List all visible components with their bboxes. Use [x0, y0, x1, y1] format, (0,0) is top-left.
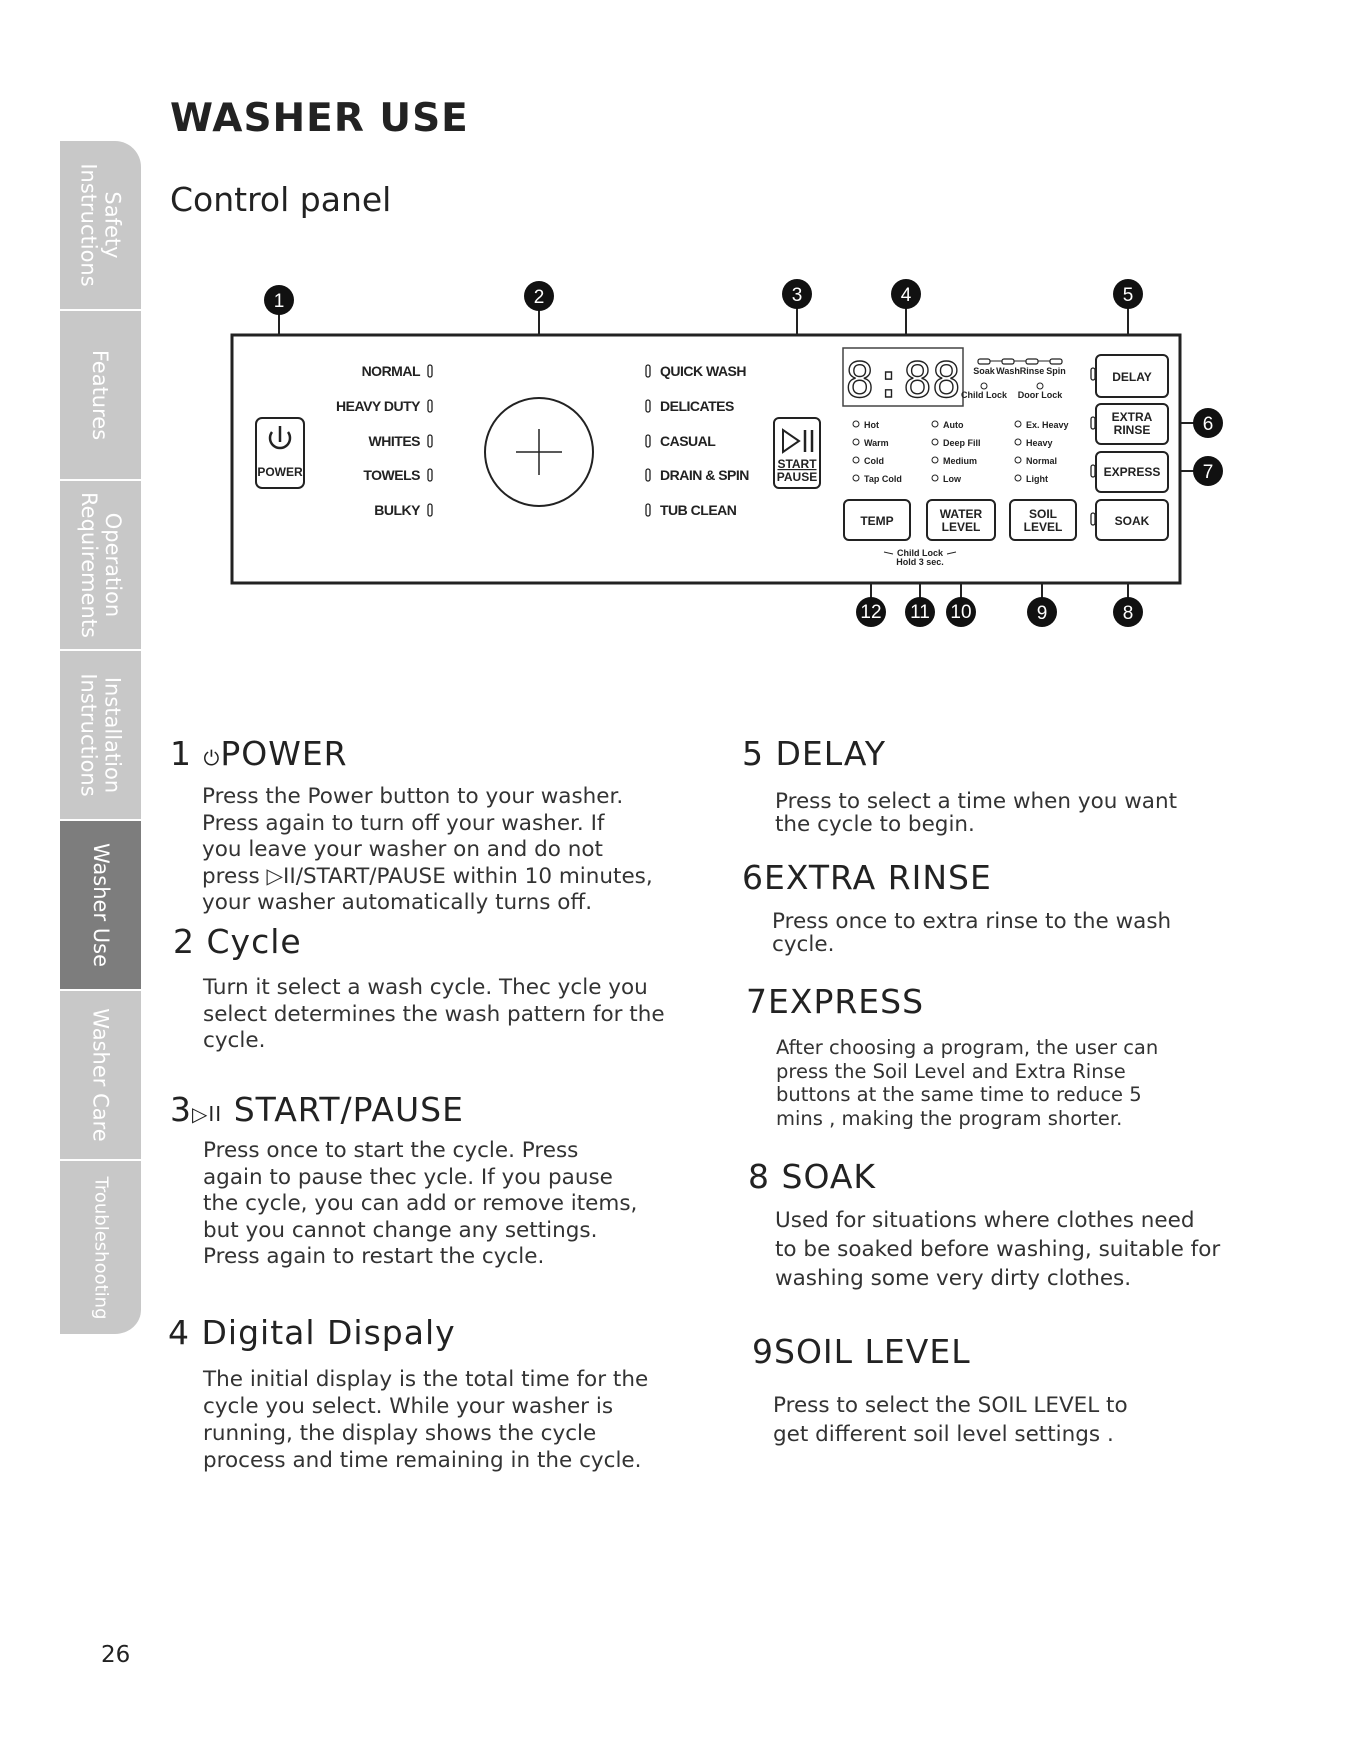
callout-5: [1113, 279, 1143, 309]
tab-troubleshooting[interactable]: Troubleshooting: [60, 1161, 141, 1336]
svg-text:11: 11: [910, 602, 930, 623]
tab-operation-requirements[interactable]: Operation Requirements: [60, 481, 141, 651]
svg-text:Hold 3 sec.: Hold 3 sec.: [896, 557, 944, 567]
svg-text:Spin: Spin: [1046, 366, 1066, 376]
soil-level-button[interactable]: [1010, 500, 1076, 540]
callout-3: [782, 279, 812, 309]
svg-text:TUB CLEAN: TUB CLEAN: [660, 502, 737, 518]
power-button[interactable]: [256, 418, 304, 488]
svg-text:5: 5: [1122, 285, 1134, 306]
delay-button[interactable]: [1096, 355, 1168, 397]
callout-2: [524, 281, 554, 311]
svg-text:SOAK: SOAK: [1114, 514, 1150, 528]
section-heading-express: 7EXPRESS: [746, 982, 925, 1021]
tab-installation-instructions[interactable]: Installation Instructions: [60, 651, 141, 821]
page-number: 26: [101, 1642, 131, 1668]
svg-text:RINSE: RINSE: [1113, 423, 1151, 437]
tab-washer-care[interactable]: Washer Care: [60, 991, 141, 1161]
svg-text:Tap Cold: Tap Cold: [864, 474, 902, 484]
callout-12: [856, 597, 886, 627]
svg-text:Door Lock: Door Lock: [1017, 390, 1063, 400]
callout-6: [1193, 408, 1223, 438]
svg-text:QUICK WASH: QUICK WASH: [660, 363, 746, 379]
page-title: WASHER USE: [170, 96, 469, 141]
svg-text:Warm: Warm: [864, 438, 889, 448]
svg-text:DELICATES: DELICATES: [660, 398, 734, 414]
svg-text:TOWELS: TOWELS: [363, 467, 420, 483]
callout-4: [891, 279, 921, 309]
water-level-button[interactable]: [927, 500, 995, 540]
svg-text:POWER: POWER: [257, 465, 303, 479]
svg-text:WATER: WATER: [939, 507, 983, 521]
section-text-delay: Press to select a time when you want the cycle to begin.: [775, 789, 1178, 837]
section-text-digital-display: The initial display is the total time for the cycle you select. While your washer is running, the display shows the cycle process and time remaining in the cycle.: [203, 1367, 649, 1473]
svg-text:TEMP: TEMP: [860, 514, 894, 528]
svg-text:Rinse: Rinse: [1019, 366, 1045, 376]
temp-button[interactable]: [844, 500, 910, 540]
svg-text:Low: Low: [943, 474, 961, 484]
section-heading-delay: 5 DELAY: [742, 734, 887, 773]
svg-text:Medium: Medium: [943, 456, 978, 466]
soak-button[interactable]: [1096, 500, 1168, 540]
tab-safety-instructions[interactable]: Safety Instructions: [60, 141, 141, 311]
svg-text:DRAIN & SPIN: DRAIN & SPIN: [660, 467, 749, 483]
page-subtitle: Control panel: [170, 180, 392, 219]
start-pause-button[interactable]: [774, 418, 820, 488]
extra-rinse-button[interactable]: [1096, 404, 1168, 444]
svg-text:10: 10: [950, 602, 972, 623]
tab-features[interactable]: Features: [60, 311, 141, 481]
svg-text:START: START: [777, 457, 817, 471]
section-text-power: Press the Power button to your washer. Press again to turn off your washer. If you leave your washer on and do not press ▷II/START/PAUSE within 10 minutes, your washer automatically turns off.: [202, 784, 653, 915]
section-heading-soak: 8 SOAK: [748, 1157, 877, 1196]
svg-text:BULKY: BULKY: [374, 502, 420, 518]
section-heading-cycle: 2 Cycle: [173, 922, 302, 961]
svg-text:Soak: Soak: [973, 366, 995, 376]
svg-text:8: 8: [1122, 603, 1134, 624]
svg-text:Child Lock: Child Lock: [960, 390, 1008, 400]
svg-text:WHITES: WHITES: [368, 433, 420, 449]
svg-text:Deep Fill: Deep Fill: [943, 438, 981, 448]
play-pause-icon: ▷II: [192, 1102, 223, 1126]
svg-text:Cold: Cold: [864, 456, 884, 466]
callout-1: [264, 285, 294, 315]
svg-text:Wash: Wash: [996, 366, 1020, 376]
callout-9: [1027, 597, 1057, 627]
svg-text:EXPRESS: EXPRESS: [1103, 465, 1161, 479]
svg-text:Hot: Hot: [864, 420, 879, 430]
svg-text:DELAY: DELAY: [1112, 370, 1152, 384]
svg-text:8:88: 8:88: [845, 353, 961, 409]
svg-text:HEAVY DUTY: HEAVY DUTY: [336, 398, 420, 414]
callout-8: [1113, 597, 1143, 627]
control-panel-diagram: [0, 0, 1361, 640]
section-text-soil-level: Press to select the SOIL LEVEL to get different soil level settings .: [773, 1393, 1128, 1447]
section-text-extra-rinse: Press once to extra rinse to the wash cycle.: [772, 909, 1172, 957]
section-text-cycle: Turn it select a wash cycle. Thec ycle you select determines the wash pattern for the cycle.: [203, 975, 665, 1053]
svg-text:LEVEL: LEVEL: [941, 520, 981, 534]
svg-text:3: 3: [791, 285, 803, 306]
svg-text:2: 2: [533, 287, 545, 308]
tab-washer-use[interactable]: Washer Use: [60, 821, 141, 991]
svg-text:PAUSE: PAUSE: [776, 470, 818, 484]
section-heading-power: 1 ⏻POWER: [170, 734, 348, 773]
power-icon: ⏻: [203, 746, 221, 770]
svg-text:12: 12: [860, 602, 882, 623]
svg-text:Auto: Auto: [943, 420, 964, 430]
section-text-soak: Used for situations where clothes need to be soaked before washing, suitable for washing some very dirty clothes.: [775, 1208, 1221, 1291]
svg-text:LEVEL: LEVEL: [1023, 520, 1063, 534]
svg-text:7: 7: [1202, 462, 1214, 483]
section-text-express: After choosing a program, the user can press the Soil Level and Extra Rinse buttons at the same time to reduce 5 mins , making the program shorter.: [776, 1036, 1159, 1130]
svg-text:Child Lock: Child Lock: [896, 548, 944, 558]
section-heading-digital-display: 4 Digital Dispaly: [168, 1313, 456, 1352]
svg-text:Ex. Heavy: Ex. Heavy: [1026, 420, 1069, 430]
svg-text:1: 1: [273, 291, 285, 312]
section-heading-start-pause: 3▷II START/PAUSE: [170, 1090, 464, 1129]
svg-text:Light: Light: [1026, 474, 1048, 484]
section-text-start-pause: Press once to start the cycle. Press again to pause thec ycle. If you pause the cycle, you can add or remove items, but you cannot change any settings. Press again to restart the cycle.: [203, 1138, 638, 1269]
svg-text:6: 6: [1202, 414, 1214, 435]
section-heading-soil-level: 9SOIL LEVEL: [752, 1332, 971, 1371]
svg-text:Normal: Normal: [1026, 456, 1058, 466]
svg-text:9: 9: [1036, 603, 1048, 624]
svg-text:EXTRA: EXTRA: [1111, 410, 1153, 424]
section-heading-extra-rinse: 6EXTRA RINSE: [742, 858, 992, 897]
express-button[interactable]: [1096, 452, 1168, 492]
svg-text:Heavy: Heavy: [1026, 438, 1053, 448]
svg-text:SOIL: SOIL: [1028, 507, 1058, 521]
callout-10: [946, 597, 976, 627]
svg-text:CASUAL: CASUAL: [660, 433, 716, 449]
cycle-knob[interactable]: [485, 398, 593, 506]
svg-text:4: 4: [900, 285, 912, 306]
callout-11: [905, 597, 935, 627]
callout-7: [1193, 456, 1223, 486]
svg-text:NORMAL: NORMAL: [361, 363, 420, 379]
